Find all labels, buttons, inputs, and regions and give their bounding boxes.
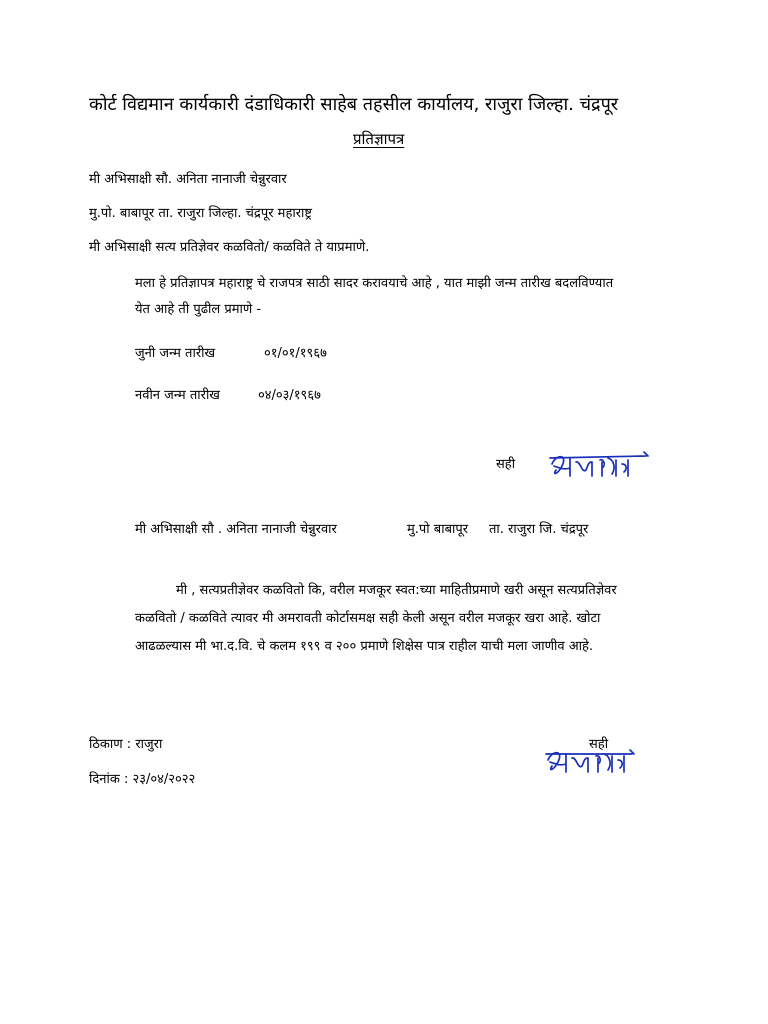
signature-label-1: सही [496, 457, 516, 472]
new-dob-label: नवीन जन्म तारीख [135, 388, 220, 403]
signature-2 [544, 744, 640, 778]
signature-2-drawing [544, 744, 640, 778]
declaration-line-2: कळवितो / कळविते त्यावर मी अमरावती कोर्टासमक्ष सही केली असून वरील मजकूर खरा आहे. खोटा [135, 611, 601, 626]
purpose-line-1: मला हे प्रतिज्ञापत्र महाराष्ट्र चे राजपत्र साठी सादर करावयाचे आहे , यात माझी जन्म तारीख बदलविण्यात [135, 276, 614, 291]
place-field: ठिकाण : राजुरा [89, 737, 163, 752]
footer-signature-label: सही [589, 737, 609, 752]
declarant-name: मी अभिसाक्षी सौ . अनिता नानाजी चेन्नुरवार [135, 522, 337, 537]
intro-line-3: मी अभिसाक्षी सत्य प्रतिज्ञेवर कळवितो/ कळविते ते याप्रमाणे. [89, 240, 370, 255]
declarant-taluka: ता. राजुरा जि. चंद्रपूर [489, 522, 589, 537]
intro-line-1: मी अभिसाक्षी सौ. अनिता नानाजी चेन्नुरवार [89, 172, 287, 187]
declarant-village: मु.पो बाबापूर [407, 522, 469, 537]
old-dob-value: ०१/०१/१९६७ [264, 346, 327, 361]
declaration-line-1: मी , सत्यप्रतीज्ञेवर कळवितो कि, वरील मजकूर स्वत:च्या माहितीप्रमाणे खरी असून सत्यप्रतिज्ञेवर [176, 583, 617, 598]
old-dob-label: जुनी जन्म तारीख [135, 346, 216, 361]
court-heading: कोर्ट विद्यमान कार्यकारी दंडाधिकारी साहेब तहसील कार्यालय, राजुरा जिल्हा. चंद्रपूर [89, 94, 619, 115]
new-dob-value: ०४/०३/१९६७ [258, 388, 321, 403]
date-field: दिनांक : २३/०४/२०२२ [89, 772, 196, 787]
document-title: प्रतिज्ञापत्र [353, 130, 405, 148]
declaration-line-3: आढळल्यास मी भा.द.वि. चे कलम १९९ व २०० प्रमाणे शिक्षेस पात्र राहील याची मला जाणीव आहे. [135, 639, 594, 654]
purpose-line-2: येत आहे ती पुढील प्रमाणे - [135, 302, 262, 317]
signature-1-drawing [548, 448, 652, 482]
intro-line-2: मु.पो. बाबापूर ता. राजुरा जिल्हा. चंद्रपूर महाराष्ट्र [89, 206, 312, 221]
signature-1 [548, 448, 652, 482]
